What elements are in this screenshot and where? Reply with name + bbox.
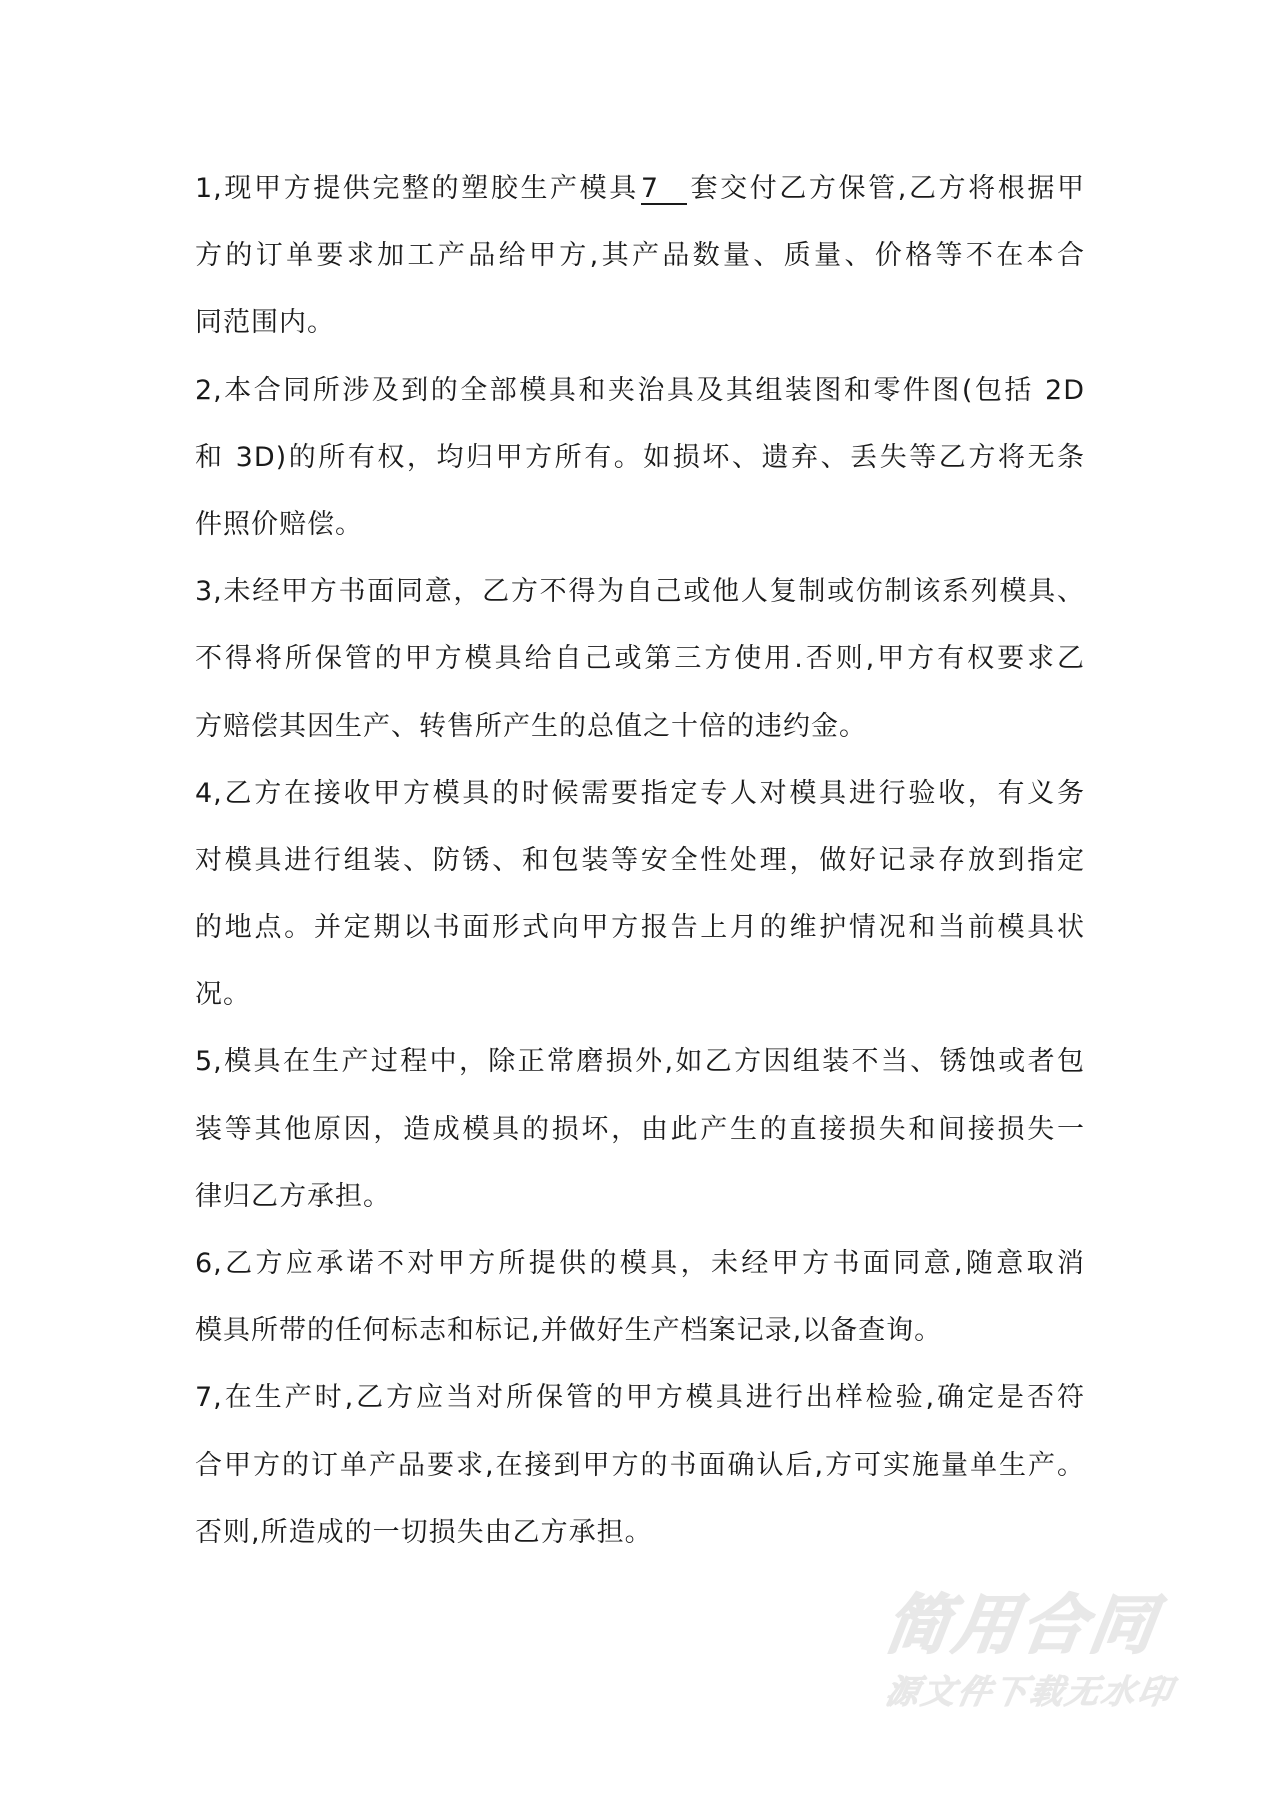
clause-4	[195, 760, 1085, 1029]
clause-line: 7,在生产时,乙方应当对所保管的甲方模具进行出样检验,确定是否符	[195, 1382, 1085, 1414]
watermark-title: 简用合同	[880, 1589, 1164, 1663]
clause-line: 4,乙方在接收甲方模具的时候需要指定专人对模具进行验收，有义务	[195, 777, 1085, 809]
mold-quantity-blank: 7	[641, 175, 687, 205]
clause-line: 否则,所造成的一切损失由乙方承担。	[195, 1516, 653, 1548]
clause-line	[195, 155, 1085, 222]
clause-text: 套交付乙方保管,乙方将根据甲	[688, 173, 1085, 204]
clause-line: 的地点。并定期以书面形式向甲方报告上月的维护情况和当前模具状	[195, 912, 1085, 944]
clause-2	[195, 357, 1085, 559]
clause-line: 方赔偿其因生产、转售所产生的总值之十倍的违约金。	[195, 710, 867, 742]
clause-line: 同范围内。	[195, 307, 335, 339]
clause-line: 不得将所保管的甲方模具给自己或第三方使用.否则,甲方有权要求乙	[195, 643, 1085, 675]
clause-line: 对模具进行组装、防锈、和包装等安全性处理，做好记录存放到指定	[195, 844, 1085, 876]
clause-3	[195, 558, 1085, 760]
clause-line: 5,模具在生产过程中，除正常磨损外,如乙方因组装不当、锈蚀或者包	[195, 1046, 1085, 1078]
clause-line: 3,未经甲方书面同意，乙方不得为自己或他人复制或仿制该系列模具、	[195, 576, 1085, 608]
clause-7	[195, 1364, 1085, 1566]
clause-text: 1,现甲方提供完整的塑胶生产模具	[195, 173, 639, 204]
clause-line: 况。	[195, 979, 251, 1011]
clause-1	[195, 155, 1085, 357]
clause-line: 2,本合同所涉及到的全部模具和夹治具及其组装图和零件图(包括 2D	[195, 374, 1085, 406]
contract-body	[195, 155, 1085, 1566]
clause-line: 方的订单要求加工产品给甲方,其产品数量、质量、价格等不在本合	[195, 240, 1085, 272]
clause-line: 6,乙方应承诺不对甲方所提供的模具，未经甲方书面同意,随意取消	[195, 1248, 1085, 1279]
watermark-subtitle: 源文件下载无水印	[882, 1672, 1178, 1711]
clause-6	[195, 1230, 1085, 1364]
clause-line: 件照价赔偿。	[195, 508, 363, 540]
watermark	[880, 1588, 1186, 1712]
clause-line: 合甲方的订单产品要求,在接到甲方的书面确认后,方可实施量单生产。	[195, 1449, 1085, 1481]
clause-line: 模具所带的任何标志和标记,并做好生产档案记录,以备查询。	[195, 1315, 943, 1347]
clause-5	[195, 1028, 1085, 1230]
clause-line: 和 3D)的所有权，均归甲方所有。如损坏、遗弃、丢失等乙方将无条	[195, 441, 1085, 473]
clause-line: 律归乙方承担。	[195, 1180, 391, 1212]
clause-line: 装等其他原因，造成模具的损坏，由此产生的直接损失和间接损失一	[195, 1113, 1085, 1145]
